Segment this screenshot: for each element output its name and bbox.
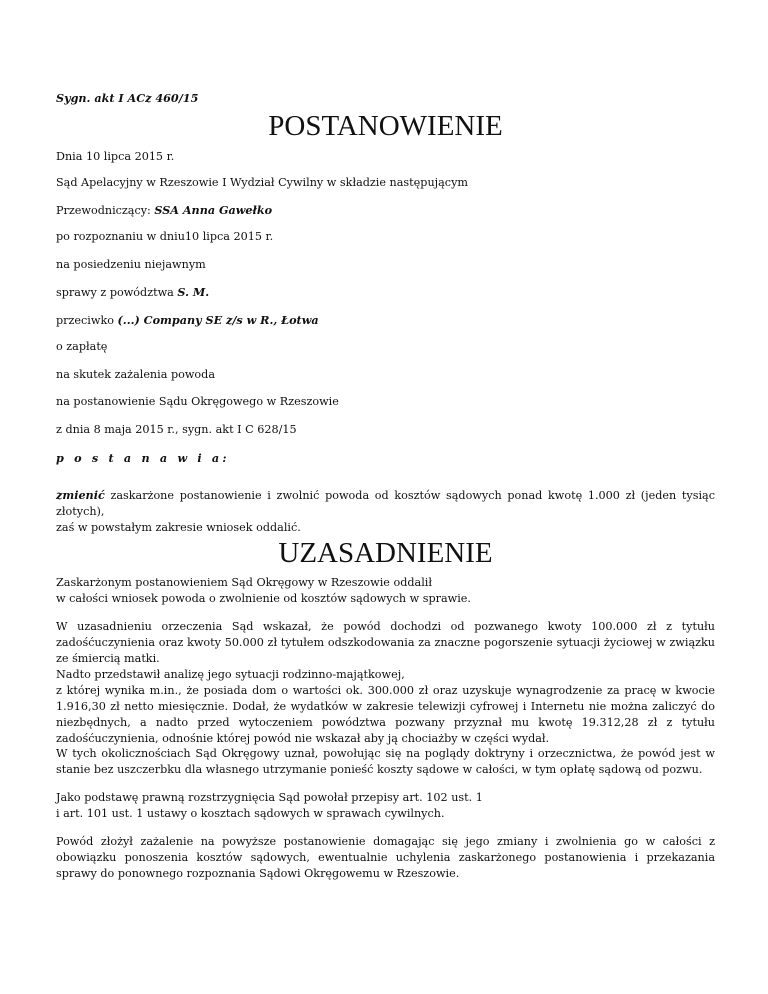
justification-title: UZASADNIENIE xyxy=(278,537,493,569)
para4-line2: i art. 101 ust. 1 ustawy o kosztach sądowych w sprawach cywilnych. xyxy=(56,807,445,820)
session-line: na posiedzeniu niejawnym xyxy=(56,258,206,271)
para2-a: W uzasadnieniu orzeczenia Sąd wskazał, że powód dochodzi od pozwanego kwoty 100.000 zł z tytułu zadośćuczynienia oraz kwoty 50.000 zł tytułem odszkodowania za znaczne pogorszenie sytuacji życiowej w związku ze śmiercią matki. xyxy=(56,620,715,665)
claimant-line xyxy=(56,284,209,301)
hearing-line: po rozpoznaniu w dniu10 lipca 2015 r. xyxy=(56,230,274,243)
court-line: Sąd Apelacyjny w Rzeszowie I Wydział Cywilny w składzie następującym xyxy=(56,176,468,189)
para1-line2: w całości wniosek powoda o zwolnienie od kosztów sądowych w sprawie. xyxy=(56,592,471,605)
decision-line2: zaś w powstałym zakresie wniosek oddalić. xyxy=(56,521,301,534)
defendant-line xyxy=(56,312,319,329)
para2-b: Nadto przedstawił analizę jego sytuacji rodzinno-majątkowej, xyxy=(56,668,405,681)
justification-para-5: Powód złożył zażalenie na powyższe postanowienie domagając się jego zmiany i zwolnienia go w całości z obowiązku ponoszenia kosztów sądowych, ewentualnie uchylenia zaskarżonego postanowienia i przekazania sprawy do ponownego rozpoznania Sądowi Okręgowemu w Rzeszowie. xyxy=(56,835,715,880)
decision-heading: p o s t a n a w i a: xyxy=(56,451,230,465)
ref-line: z dnia 8 maja 2015 r., sygn. akt I C 628/15 xyxy=(56,423,297,436)
document-title: POSTANOWIENIE xyxy=(268,110,503,142)
defendant-label: przeciwko xyxy=(56,314,118,327)
justification-para-4 xyxy=(56,790,715,822)
chair-line xyxy=(56,202,272,219)
para1-line1: Zaskarżonym postanowieniem Sąd Okręgowy w Rzeszowie oddalił xyxy=(56,576,432,589)
defendant-name: (...) Company SE z/s w R., Łotwa xyxy=(117,313,319,327)
decision-text xyxy=(56,487,715,536)
chair-label: Przewodniczący: xyxy=(56,204,155,217)
justification-para-3: W tych okolicznościach Sąd Okręgowy uznał, powołując się na poglądy doktryny i orzecznictwa, że powód jest w stanie bez uszczerbku dla własnego utrzymanie ponieść koszty sądowe w całości, w tym opłatę sądową od pozwu. xyxy=(56,747,715,776)
subject-line: o zapłatę xyxy=(56,340,108,353)
decision-line1-rest: zaskarżone postanowienie i zwolnić powoda od kosztów sądowych ponad kwotę 1.000 zł (jeden tysiąc złotych), xyxy=(56,489,715,518)
appeal-line: na skutek zażalenia powoda xyxy=(56,368,215,381)
justification-para-1 xyxy=(56,575,715,607)
justification-para-2 xyxy=(56,619,715,747)
decision-bold-word: zmienić xyxy=(56,488,105,502)
date-line: Dnia 10 lipca 2015 r. xyxy=(56,150,175,163)
against-line: na postanowienie Sądu Okręgowego w Rzeszowie xyxy=(56,395,339,408)
claimant-label: sprawy z powództwa xyxy=(56,286,178,299)
case-signature: Sygn. akt I ACz 460/15 xyxy=(56,91,199,105)
claimant-name: S. M. xyxy=(177,285,210,299)
chair-name: SSA Anna Gawełko xyxy=(154,203,273,217)
para4-line1: Jako podstawę prawną rozstrzygnięcia Sąd powołał przepisy art. 102 ust. 1 xyxy=(56,791,483,804)
para2-c: z której wynika m.in., że posiada dom o wartości ok. 300.000 zł oraz uzyskuje wynagrodzenie za pracę w kwocie 1.916,30 zł netto miesięcznie. Dodał, że wydatków w zakresie telewizji cyfrowej i Internetu nie można zaliczyć do niezbędnych, a nadto przed wytoczeniem powództwa pozwany przyznał mu kwotę 19.312,28 zł z tytułu zadośćuczynienia, odnośnie której powód nie wskazał aby ją chociażby w części wydał. xyxy=(56,684,715,745)
